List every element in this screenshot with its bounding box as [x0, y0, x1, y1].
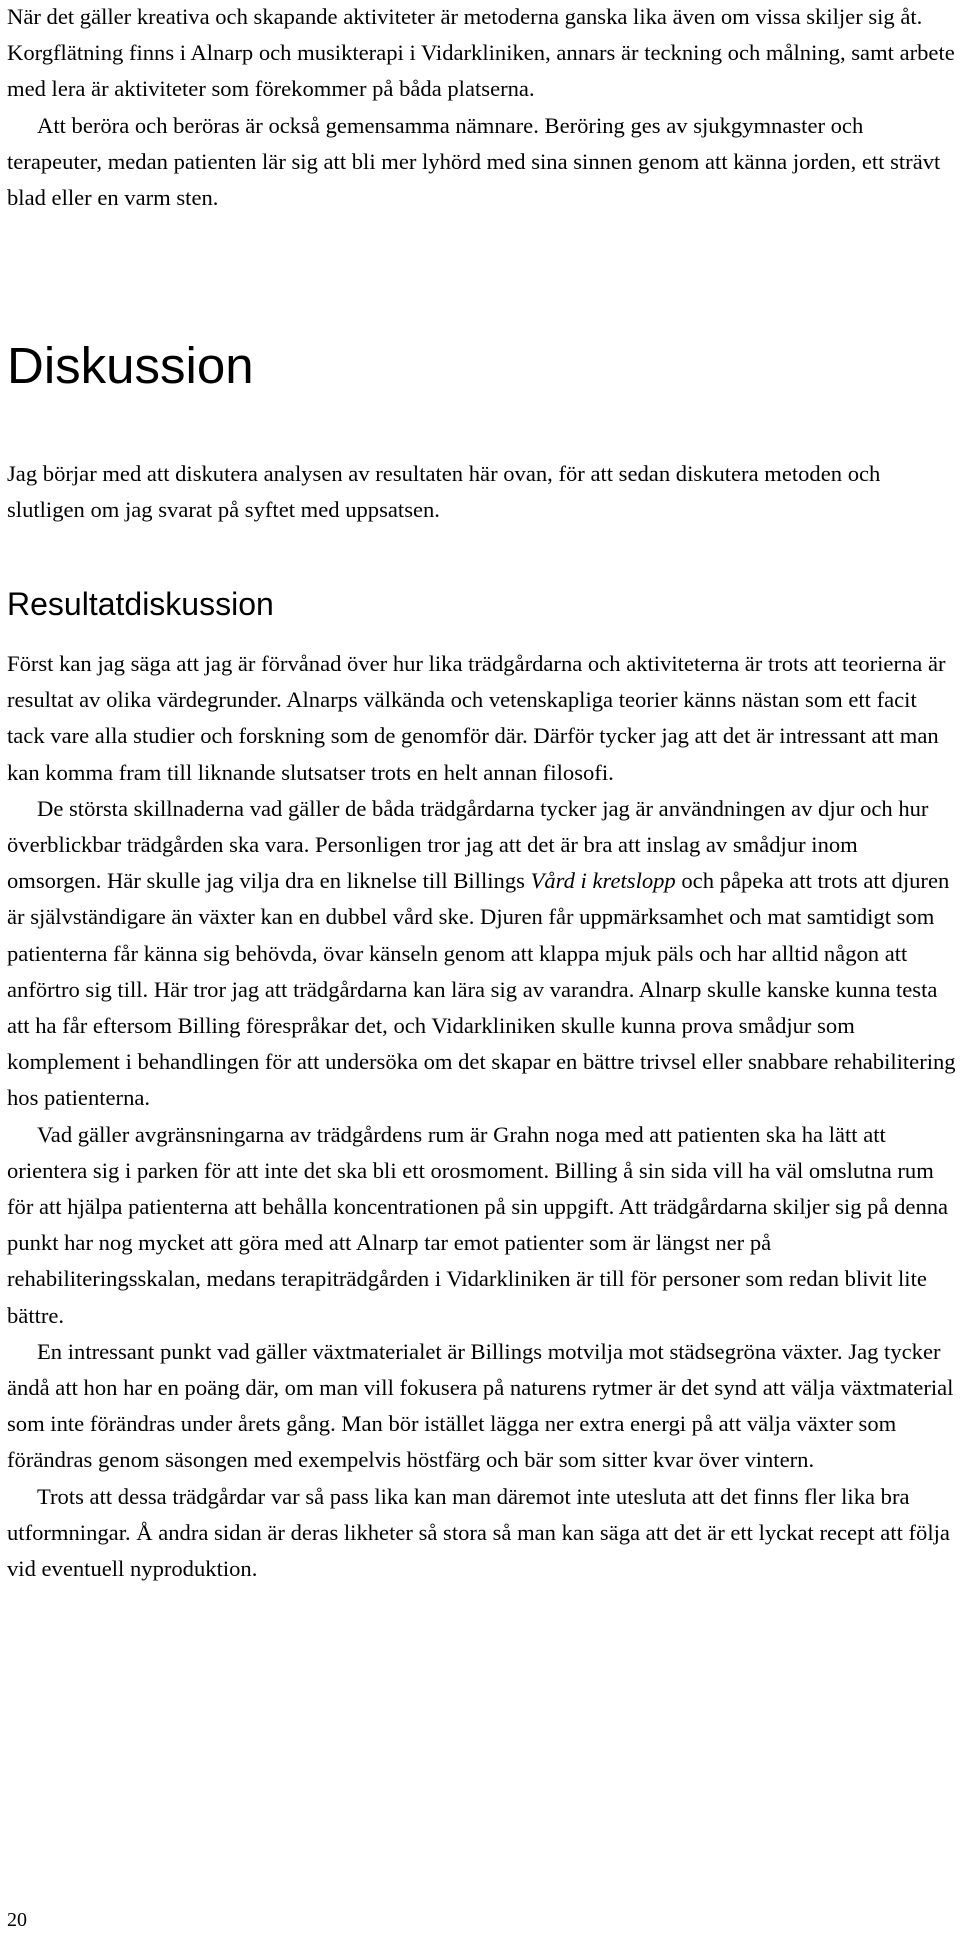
book-title-vard-i-kretslopp: Vård i kretslopp [530, 868, 676, 894]
heading-resultatdiskussion: Resultatdiskussion [7, 586, 274, 622]
paragraph-creative-activities: När det gäller kreativa och skapande aktiviteter är metoderna ganska lika även om vissa skiljer sig åt. Korgflätning finns i Alnarp och musikterapi i Vidarkliniken, annars är teckning och målning, samt arbete med lera är aktiviteter som förekommer på båda platserna. [7, 4, 955, 102]
paragraph-animals [7, 791, 957, 1117]
paragraph-surprise: Först kan jag säga att jag är förvånad över hur lika trädgårdarna och aktiviteterna är trots att teorierna är resultat av olika värdegrunder. Alnarps välkända och vetenskapliga teorier känns nästan som ett facit tack vare alla studier och forskning som de genomför där. Därför tycker jag att det är intressant att man kan komma fram till liknande slutsatser trots en helt annan filosofi. [7, 651, 946, 785]
paragraph-conclusion: Trots att dessa trädgårdar var så pass lika kan man däremot inte utesluta att det finns fler lika bra utformningar. Å andra sidan är deras likheter så stora så man kan säga att det är ett lyckat recept att följa vid eventuell nyproduktion. [7, 1483, 950, 1582]
intro-section [7, 0, 957, 216]
paragraph-boundaries: Vad gäller avgränsningarna av trädgårdens rum är Grahn noga med att patienten ska ha lätt att orientera sig i parken för att inte det ska bli ett orosmoment. Billing å sin sida vill ha väl omslutna rum för att hjälpa patienterna att behålla koncentrationen på sin uppgift. Att trädgårdarna skiljer sig på denna punkt har nog mycket att göra med att Alnarp tar emot patienter som är längst ner på rehabiliteringsskalan, medans terapiträdgården i Vidarkliniken är till för personer som redan blivit lite bättre. [7, 1121, 949, 1328]
heading-diskussion: Diskussion [7, 337, 254, 394]
resultatdiskussion-section [7, 646, 957, 1587]
paragraph-plant-material: En intressant punkt vad gäller växtmaterialet är Billings motvilja mot städsegröna växter. Jag tycker ändå att hon har en poäng där, om man vill fokusera på naturens rytmer är det synd att välja växtmaterial som inte förändras under årets gång. Man bör istället lägga ner extra energi på att välja växter som förändras genom säsongen med exempelvis höstfärg och bär som sitter kvar över vintern. [7, 1338, 954, 1473]
paragraph-animals-part2: och påpeka att trots att djuren är självständigare än växter kan en dubbel vård ske. Djuren får uppmärksamhet och mat samtidigt som patienterna får känna sig behövda, övar känseln genom att klappa mjuk päls och har alltid någon att anförtro sig till. Här tror jag att trädgårdarna kan lära sig av varandra. Alnarp skulle kanske kunna testa att ha får eftersom Billing förespråkar det, och Vidarkliniken skulle kunna prova smådjur som komplement i behandlingen för att undersöka om det skapar en bättre trivsel eller snabbare rehabilitering hos patienterna. [7, 868, 956, 1111]
paragraph-touch: Att beröra och beröras är också gemensamma nämnare. Beröring ges av sjukgymnaster och terapeuter, medan patienten lär sig att bli mer lyhörd med sina sinnen genom att känna jorden, ett strävt blad eller en varm sten. [7, 112, 941, 211]
diskussion-section [7, 456, 957, 528]
page-number: 20 [7, 1909, 27, 1931]
paragraph-animals-part1: De största skillnaderna vad gäller de båda trädgårdarna tycker jag är användningen av djur och hur överblickbar trädgården ska vara. Personligen tror jag att det är bra att inslag av smådjur inom omsorgen. Här skulle jag vilja dra en liknelse till Billings [7, 795, 929, 894]
paragraph-discussion-intro: Jag börjar med att diskutera analysen av resultaten här ovan, för att sedan diskutera metoden och slutligen om jag svarat på syftet med uppsatsen. [7, 461, 881, 523]
